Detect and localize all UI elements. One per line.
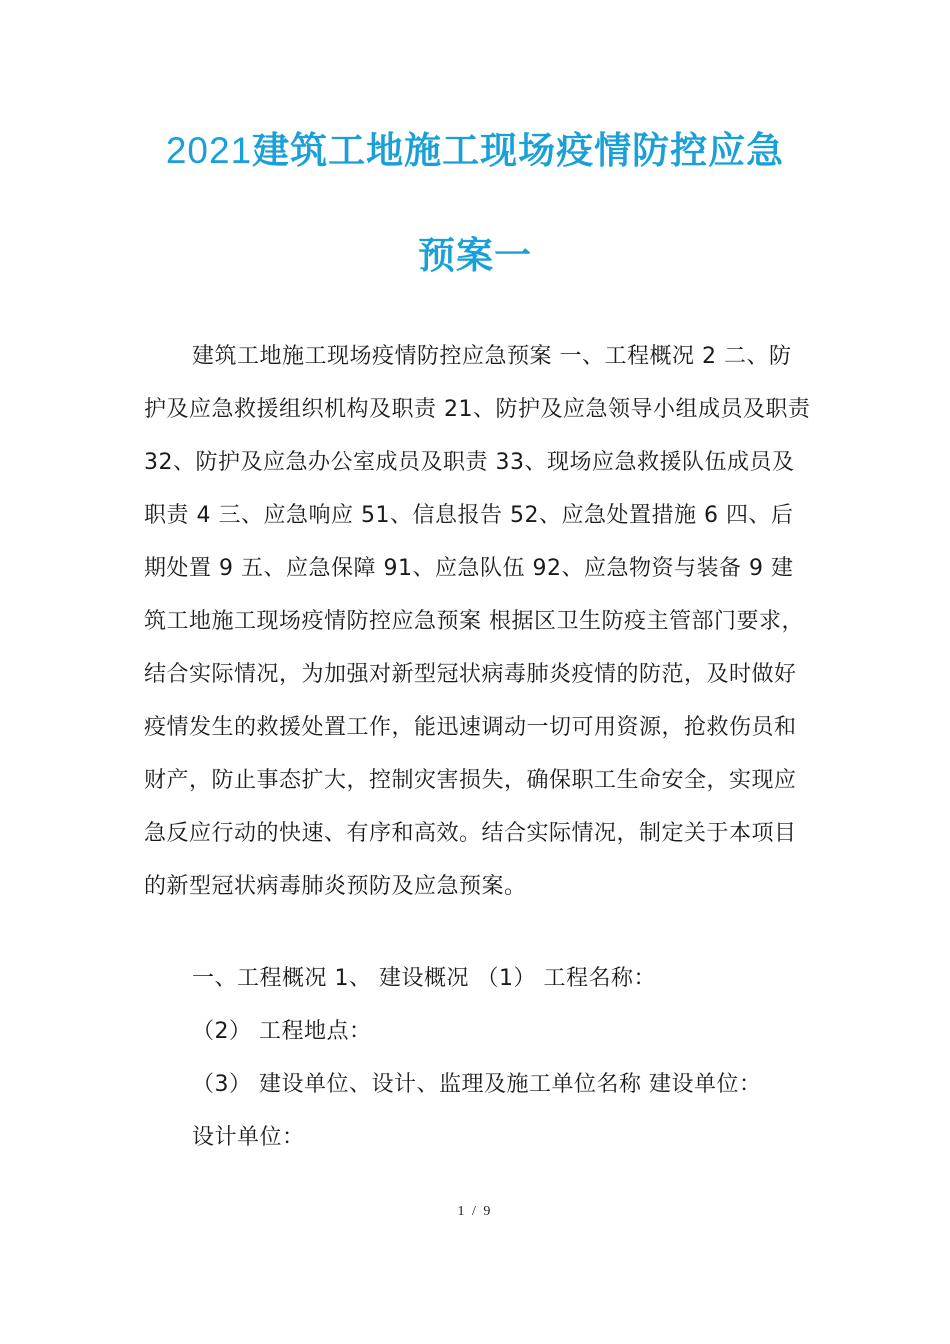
overview-line-4: 设计单位：: [192, 1125, 305, 1150]
overview-line-1: 一、工程概况 1、 建设概况 （1） 工程名称：: [192, 966, 656, 991]
title-year: 2021: [165, 130, 253, 171]
intro-paragraph: 建筑工地施工现场疫情防控应急预案 一、工程概况 2 二、防护及应急救援组织机构及职责 21、防护及应急领导小组成员及职责 32、防护及应急办公室成员及职责 33、现场应急救援队伍成员及职责 4 三、应急响应 51、信息报告 52、应急处置措施 6 四、后期处置 9 五、应急保障 91、应急队伍 92、应急物资与装备 9 建筑工地施工现场疫情防控应急预案 根据区卫生防疫主管部门要求，结合实际情况，为加强对新型冠状病毒肺炎疫情的防范，及时做好疫情发生的救援处置工作，能迅速调动一切可用资源，抢救伤员和财产，防止事态扩大，控制灾害损失，确保职工生命安全，实现应急反应行动的快速、有序和高效。结合实际情况，制定关于本项目的新型冠状病毒肺炎预防及应急预案。: [144, 344, 811, 899]
title-text-line-1: 建筑工地施工现场疫情防控应急: [252, 129, 785, 172]
title-text-line-2: 预案一: [418, 234, 532, 277]
overview-line-3: （3） 建设单位、设计、监理及施工单位名称 建设单位：: [192, 1072, 762, 1097]
document-title-line-2: [0, 225, 950, 279]
page-number: 1 / 9: [457, 1204, 493, 1219]
document-title-line-1: [0, 120, 950, 174]
overview-line-2: （2） 工程地点：: [192, 1019, 372, 1044]
